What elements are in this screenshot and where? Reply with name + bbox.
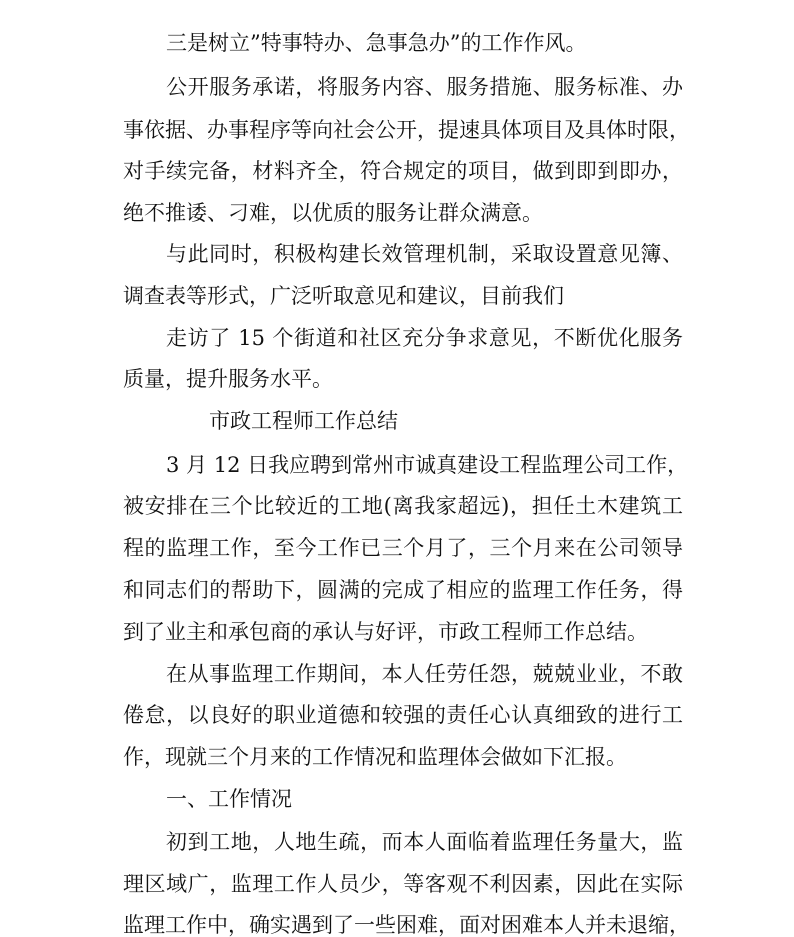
paragraph-line: 程的监理工作，至今工作已三个月了，三个月来在公司领导 xyxy=(123,536,683,560)
paragraph-line: 作，现就三个月来的工作情况和监理体会做如下汇报。 xyxy=(123,745,627,769)
paragraph-line: 对手续完备，材料齐全，符合规定的项目，做到即到即办， xyxy=(123,159,683,183)
section-title: 市政工程师工作总结 xyxy=(209,409,398,433)
paragraph-line: 到了业主和承包商的承认与好评，市政工程师工作总结。 xyxy=(123,620,648,644)
paragraph-line: 走访了 15 个街道和社区充分争求意见，不断优化服务 xyxy=(166,326,683,350)
paragraph-line: 与此同时，积极构建长效管理机制，采取设置意见簿、 xyxy=(166,242,683,266)
paragraph-line: 公开服务承诺，将服务内容、服务措施、服务标准、办 xyxy=(166,75,683,99)
paragraph-line: 3 月 12 日我应聘到常州市诚真建设工程监理公司工作， xyxy=(166,453,689,477)
paragraph-line: 初到工地，人地生疏，而本人面临着监理任务量大，监 xyxy=(166,830,683,854)
paragraph-line: 绝不推诿、刁难，以优质的服务让群众满意。 xyxy=(123,201,543,225)
paragraph-line: 三是树立”特事特办、急事急办”的工作作风。 xyxy=(166,31,587,55)
paragraph-line: 倦怠，以良好的职业道德和较强的责任心认真细致的进行工 xyxy=(123,703,683,727)
paragraph-line: 事依据、办事程序等向社会公开，提速具体项目及具体时限， xyxy=(123,118,690,142)
paragraph-line: 和同志们的帮助下，圆满的完成了相应的监理工作任务，得 xyxy=(123,578,683,602)
paragraph-line: 被安排在三个比较近的工地(离我家超远)，担任土木建筑工 xyxy=(123,494,683,518)
paragraph-line: 监理工作中，确实遇到了一些困难，面对困难本人并未退缩， xyxy=(123,913,690,937)
paragraph-line: 在从事监理工作期间，本人任劳任怨，兢兢业业，不敢 xyxy=(166,662,683,686)
paragraph-line: 质量，提升服务水平。 xyxy=(123,367,333,391)
paragraph-line: 调查表等形式，广泛听取意见和建议，目前我们 xyxy=(123,284,564,308)
paragraph-line: 理区域广，监理工作人员少，等客观不利因素，因此在实际 xyxy=(123,872,683,896)
section-heading: 一、工作情况 xyxy=(166,787,292,811)
